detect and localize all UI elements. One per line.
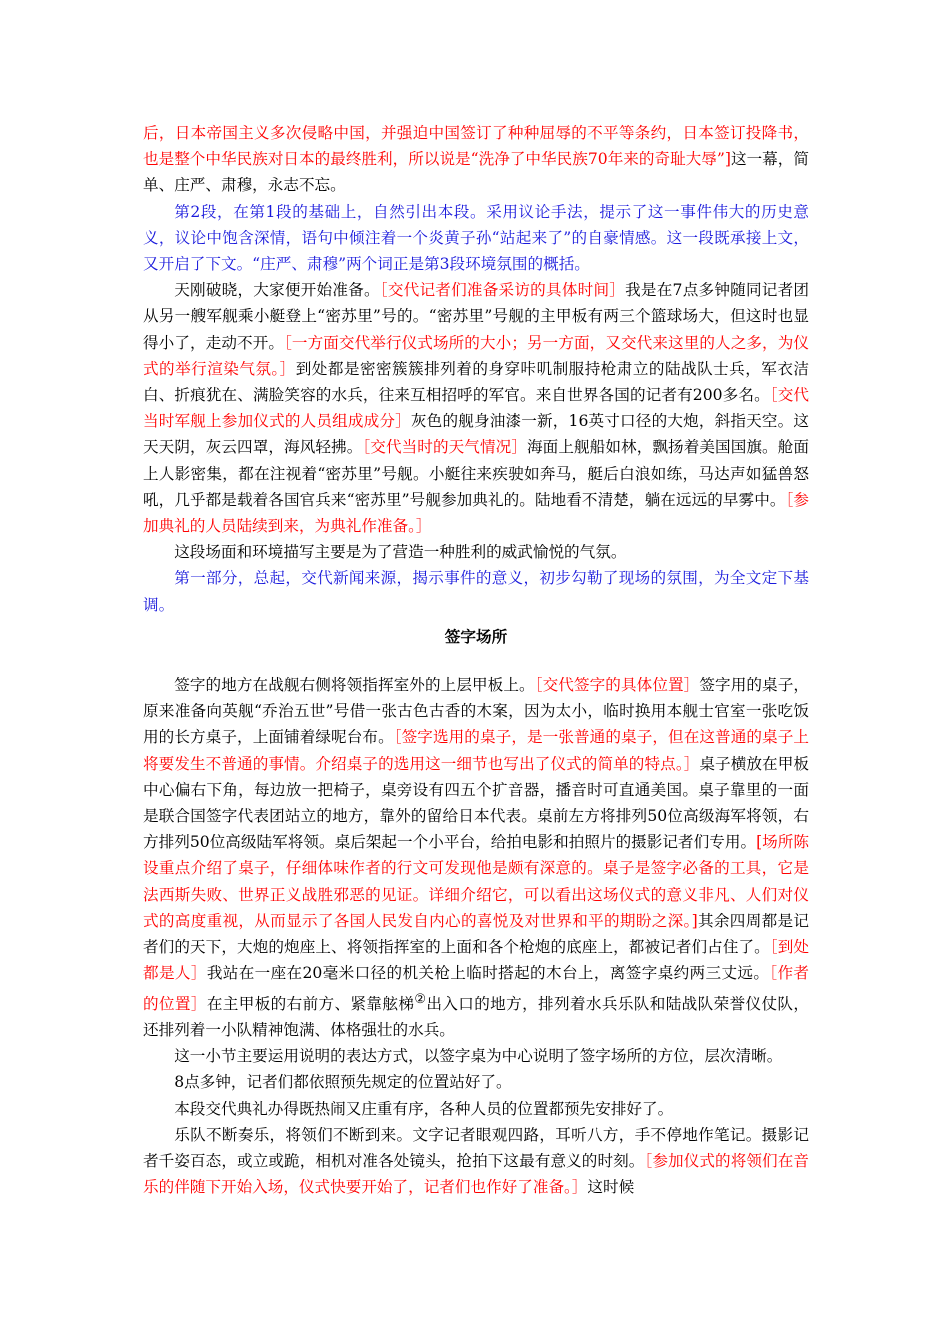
paragraph-8: 8点多钟，记者们都依照预先规定的位置站好了。 [174,1073,512,1092]
section-heading: 签字场所 [444,626,508,646]
body-text: 这时候 [587,1178,635,1197]
body-text: 出入口的地方，排列着水兵乐队和陆战队荣誉仪仗队，还排列着一小队精神饱满、体格强壮的水兵。 [143,994,809,1039]
footnote-marker: ② [414,991,427,1007]
commentary-paragraph-4: 这段场面和环境描写主要是为了营造一种胜利的威武愉悦的气氛。 [174,543,627,562]
body-text: 签字的地方在战舰右侧将领指挥室外的上层甲板上。 [174,676,535,695]
body-text: 乐队不断奏乐，将领们不断到来。文字记者眼观四路，耳听八方，手不停地作笔记。摄影记者千姿百态，或立或跪，相机对准各处镜头，抢拍下这最有意义的时刻。 [143,1125,809,1170]
annotation: ［参加仪式的将领们在音乐的伴随下开始入场，仪式快要开始了，记者们也作好了准备。］ [143,1151,809,1197]
annotation: ［到处都是人］ [143,938,809,983]
annotation: ［签字选用的桌子，是一张普通的桌子，但在这普通的桌子上将要发生不普通的事情。介绍桌子的选用这一细节也写出了仪式的简单的特点。］ [143,728,809,773]
body-text: 签字用的桌子，原来准备向英舰“乔治五世”号借一张古色古香的木案，因为太小，临时换用本舰士官室一张吃饭用的长方桌子，上面铺着绿呢台布。 [143,676,809,747]
body-text: 海面上舰船如林，飘扬着美国国旗。舱面上人影密集，都在注视着“密苏里”号舰。小艇往来疾驶如奔马，艇后白浪如练，马达声如猛兽怒吼，几乎都是载着各国官兵来“密苏里”号舰参加典礼的。陆地看不清楚，躺在远远的早雾中。 [143,438,809,509]
body-text: 我是在7点多钟随同记者团从另一艘军舰乘小艇登上“密苏里”号的。“密苏里”号舰的主甲板有两三个篮球场大，但这时也显得小了，走动不开。 [143,281,810,352]
paragraph-3 [143,277,809,539]
annotation: [场所陈设重点介绍了桌子，仔细体味作者的行文可发现他是颇有深意的。桌子是签字必备的工具，它是法西斯失败、世界正义战胜邪恶的见证。详细介绍它，可以看出这场仪式的意义非凡、人们对仪式的高度重视，从而显示了各国人民发自内心的喜悦及对世界和平的期盼之深。] [143,833,809,930]
annotation: ［一方面交代举行仪式场所的大小；另一方面，又交代来这里的人之多，为仪式的举行渲染气氛。］ [143,333,809,378]
paragraph-10 [143,1122,809,1201]
body-text: 其余四周都是记者们的天下，大炮的炮座上、将领指挥室的上面和各个枪炮的底座上，都被记者们占住了。 [143,911,809,957]
commentary-paragraph-9: 本段交代典礼办得既热闹又庄重有序，各种人员的位置都预先安排好了。 [174,1099,674,1118]
document-page [143,120,809,1200]
annotation: ［交代当时军舰上参加仪式的人员组成成分］ [143,386,810,431]
paragraph-6 [143,672,809,1043]
body-text: 这一幕，简单、庄严、肃穆，永志不忘。 [143,150,809,195]
commentary-paragraph-2: 第2段，在第1段的基础上，自然引出本段。采用议论手法，提示了这一事件伟大的历史意义，议论中饱含深情，语句中倾注着一个炎黄子孙“站起来了”的自豪情感。这一段既承接上文，又开启了下文。“庄严、肃穆”两个词正是第3段环境氛围的概括。 [143,202,809,274]
paragraph-1 [143,120,809,199]
body-text: 到处都是密密簇簇排列着的身穿咔叽制服持枪肃立的陆战队士兵，军衣洁白、折痕犹在、满脸笑容的水兵，往来互相招呼的军官。来自世界各国的记者有200多名。 [143,359,809,405]
annotation: ［交代记者们准备采访的具体时间］ [379,281,626,300]
body-text: 桌子横放在甲板中心偏右下角，每边放一把椅子，桌旁设有四五个扩音器，播音时可直通美国。桌子靠里的一面是联合国签字代表团站立的地方，靠外的留给日本代表。桌前左方将排列50位高级海军将领，右方排列50位高级陆军将领。桌后架起一个小平台，给拍电影和拍照片的摄影记者们专用。 [143,754,809,852]
body-text: 灰色的舰身油漆一新，16英寸口径的大炮，斜指天空。这天天阴，灰云四罩，海风轻拂。 [143,412,809,457]
annotation: ［作者的位置］ [143,964,810,1013]
annotation: ［交代签字的具体位置］ [534,676,700,695]
annotation: ［交代当时的天气情况］ [362,438,527,457]
commentary-paragraph-7: 这一小节主要运用说明的表达方式，以签字桌为中心说明了签字场所的方位，层次清晰。 [174,1047,783,1066]
body-text: 在主甲板的右前方、紧靠舷梯 [206,994,415,1013]
body-text: 我站在一座在20毫米口径的机关枪上临时搭起的木台上，离签字桌约两三丈远。 [206,964,770,983]
body-text: 天刚破晓，大家便开始准备。 [174,281,380,300]
annotation: 后，日本帝国主义多次侵略中国，并强迫中国签订了种种屈辱的不平等条约，日本签订投降书，也是整个中华民族对日本的最终胜利，所以说是“洗净了中华民族70年来的奇耻大辱”] [143,124,809,169]
annotation: ［参加典礼的人员陆续到来，为典礼作准备。］ [143,490,810,536]
commentary-paragraph-5: 第一部分，总起，交代新闻来源，揭示事件的意义，初步勾勒了现场的氛围，为全文定下基调。 [143,569,809,614]
